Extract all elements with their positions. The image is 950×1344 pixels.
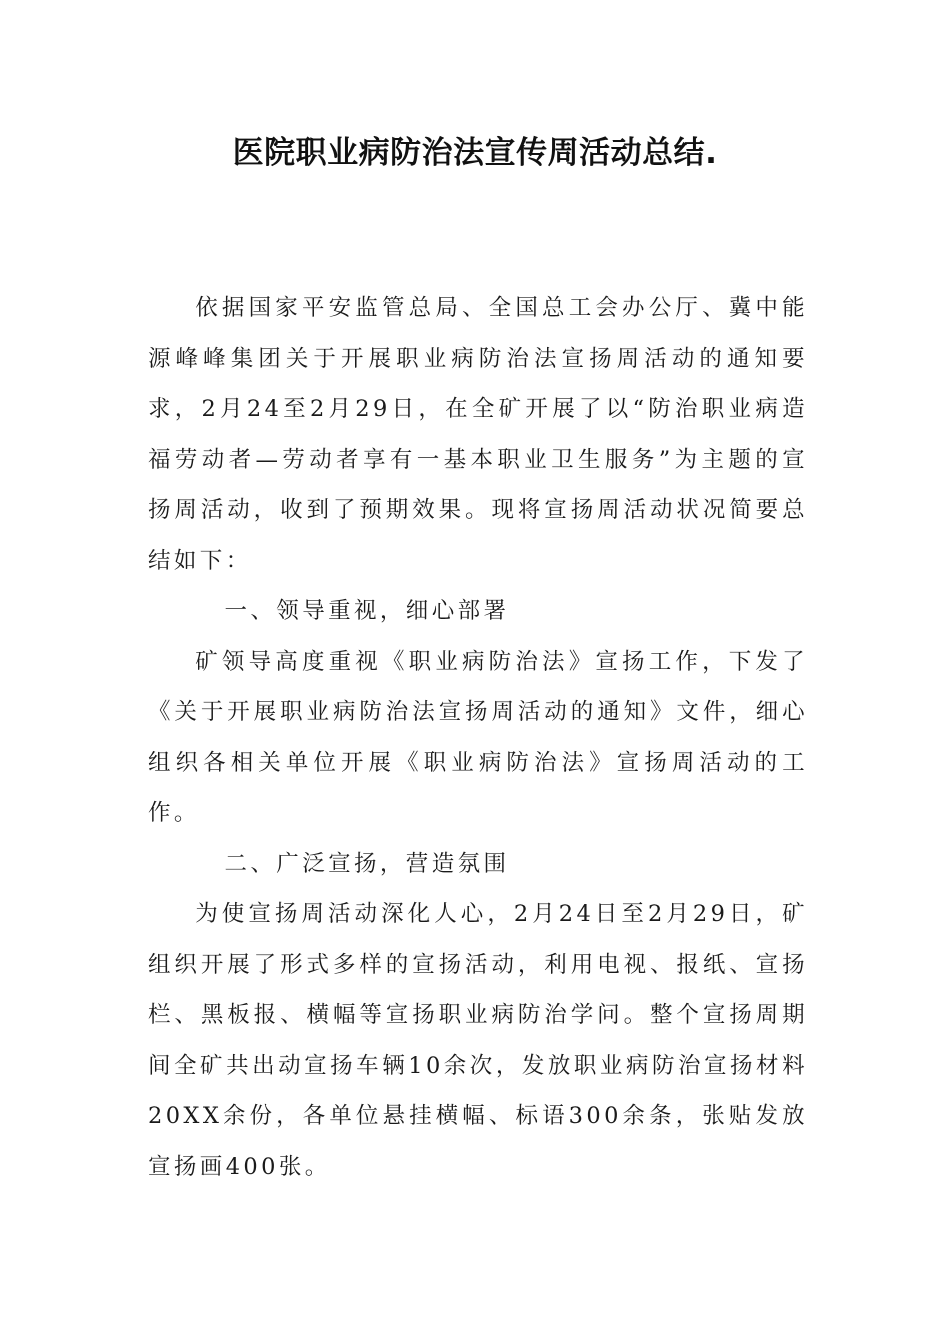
section-2-paragraph: 为使宣扬周活动深化人心，2月24日至2月29日，矿组织开展了形式多样的宣扬活动，利用电视、报纸、宣扬栏、黑板报、横幅等宣扬职业病防治学问。整个宣扬周期间全矿共出动宣扬车辆10余次，发放职业病防治宣扬材料20XX余份，各单位悬挂横幅、标语300余条，张贴发放宣扬画400张。 — [148, 901, 808, 1180]
intro-paragraph: 依据国家平安监管总局、全国总工会办公厅、冀中能源峰峰集团关于开展职业病防治法宣扬周活动的通知要求，2月24至2月29日，在全矿开展了以“防治职业病造福劳动者—劳动者享有一基本职业卫生服务”为主题的宣扬周活动，收到了预期效果。现将宣扬周活动状况简要总结如下： — [148, 295, 808, 574]
document-title: 医院职业病防治法宣传周活动总结. — [232, 135, 718, 171]
section-1-paragraph: 矿领导高度重视《职业病防治法》宣扬工作，下发了《关于开展职业病防治法宣扬周活动的通知》文件，细心组织各相关单位开展《职业病防治法》宣扬周活动的工作。 — [148, 648, 808, 826]
section-heading-2: 二、广泛宣扬，营造氛围 — [224, 850, 510, 877]
section-heading-1: 一、领导重视，细心部署 — [224, 598, 510, 624]
document-body — [148, 283, 808, 1192]
